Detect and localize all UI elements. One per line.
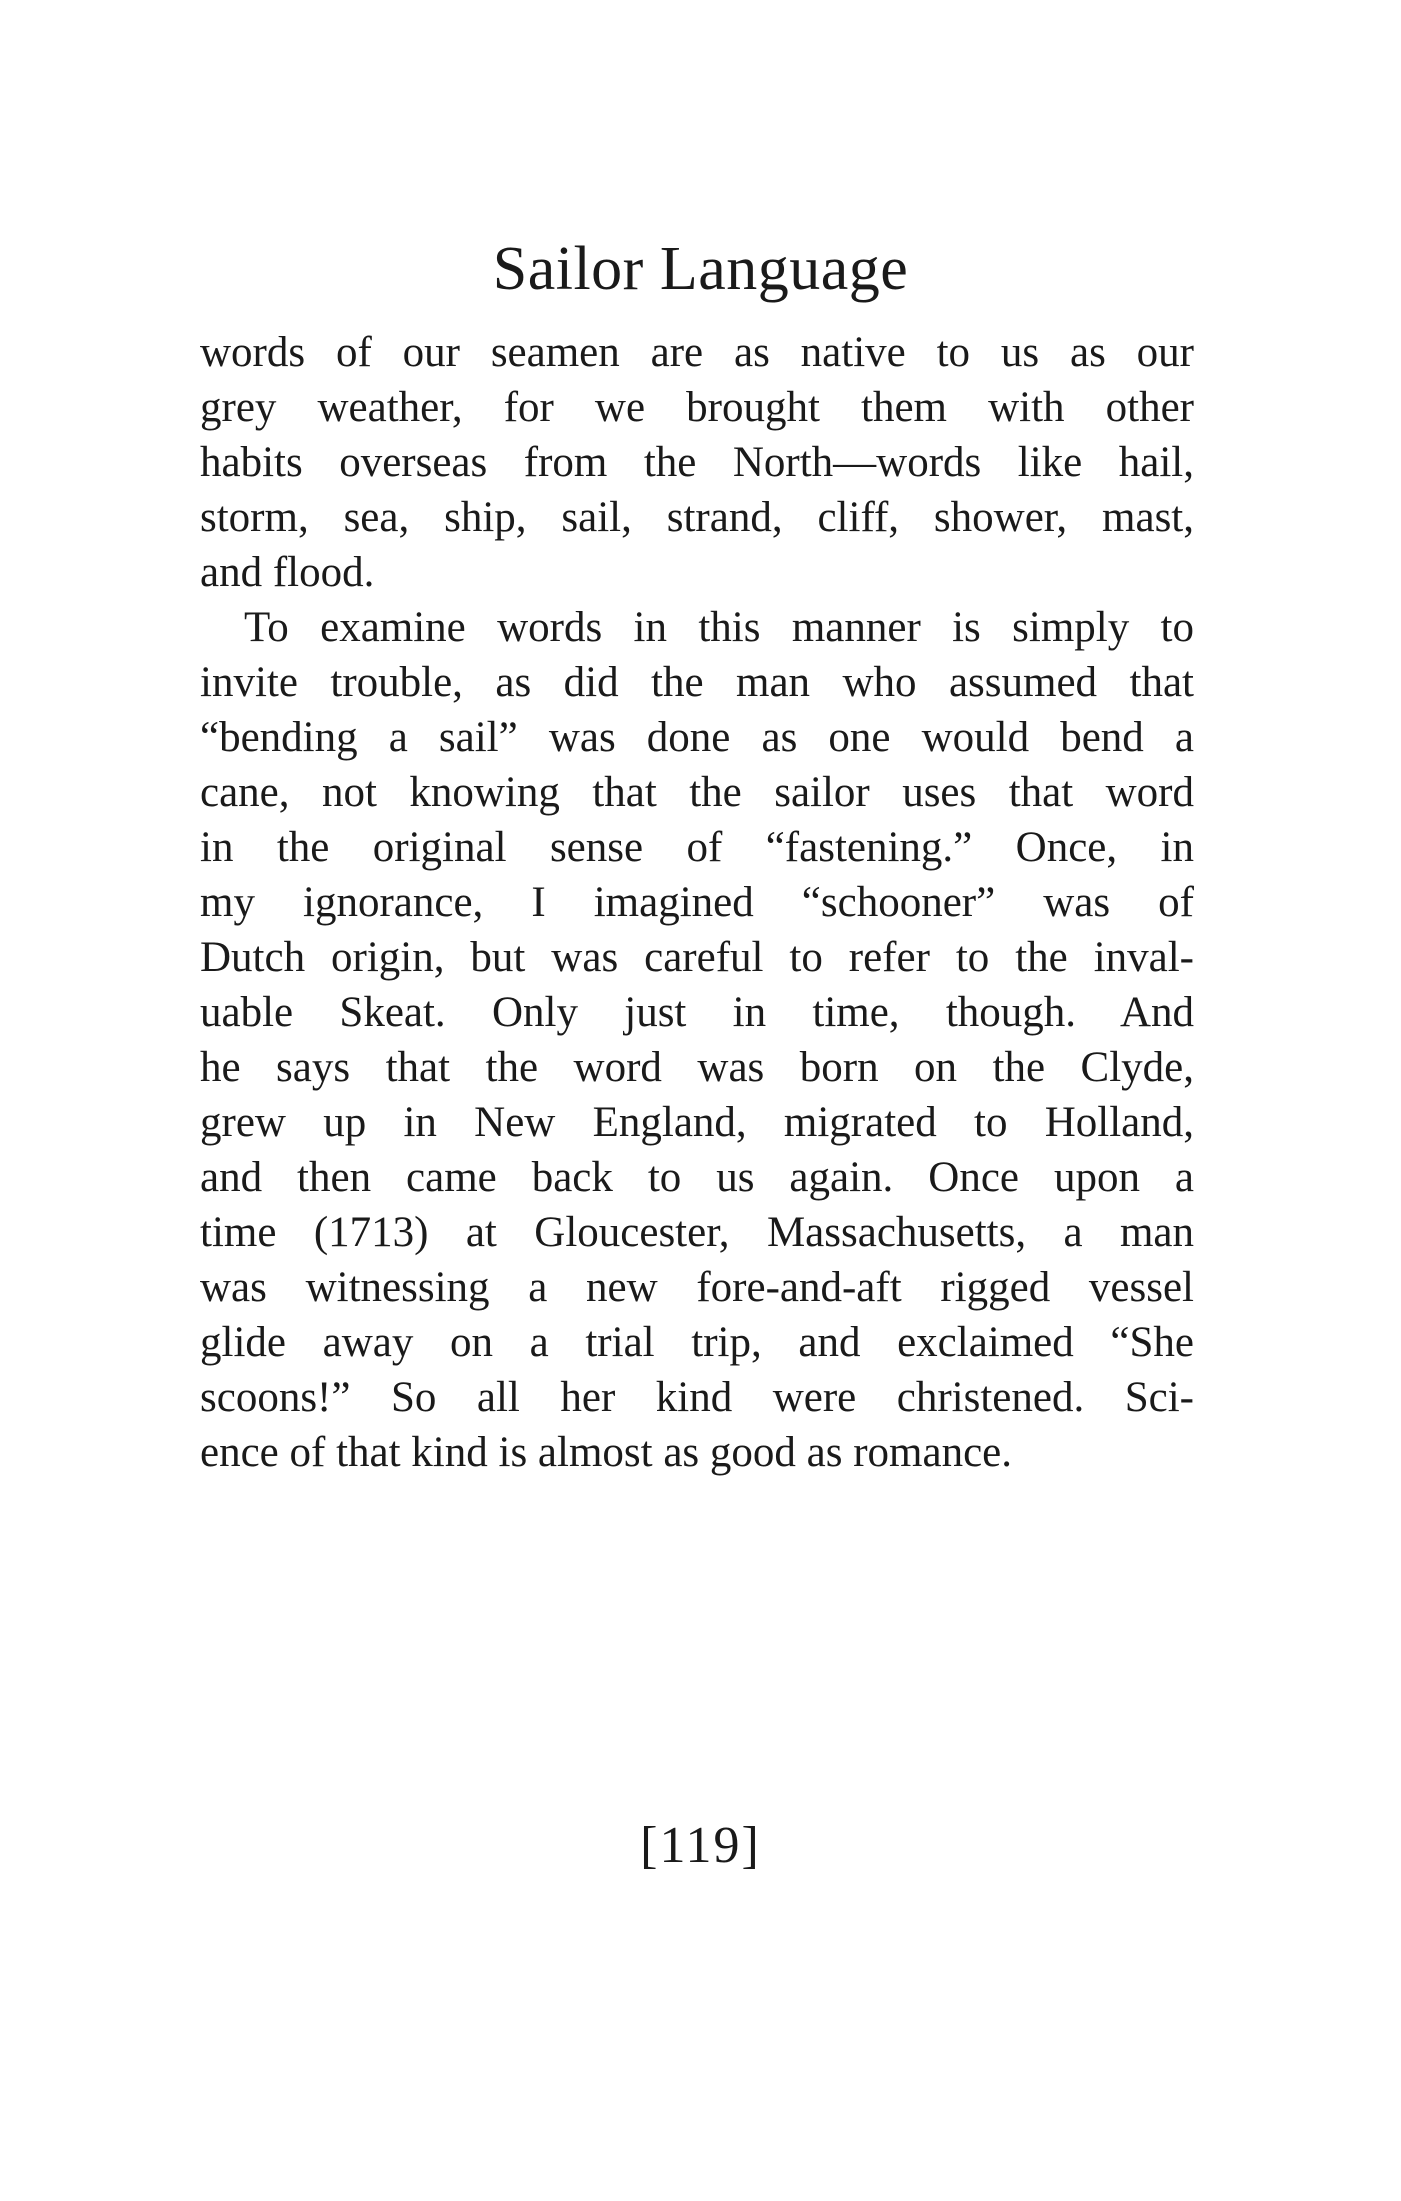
text-line: habits overseas from the North—words like hail, (200, 439, 1194, 486)
text-line: invite trouble, as did the man who assumed that (200, 659, 1194, 706)
text-line: and then came back to us again. Once upon a (200, 1154, 1194, 1201)
text-line: he says that the word was born on the Clyde, (200, 1044, 1194, 1091)
body-text (200, 325, 1194, 1480)
page-number: [119] (640, 1817, 761, 1874)
text-line: storm, sea, ship, sail, strand, cliff, shower, mast, (200, 494, 1194, 541)
paragraph-2 (200, 600, 1194, 1480)
text-line: ence of that kind is almost as good as romance. (200, 1429, 1013, 1476)
text-line: glide away on a trial trip, and exclaimed “She (200, 1319, 1194, 1366)
text-line: in the original sense of “fastening.” Once, in (200, 824, 1194, 871)
text-line: cane, not knowing that the sailor uses that word (200, 769, 1194, 816)
text-line: time (1713) at Gloucester, Massachusetts, a man (200, 1209, 1194, 1256)
text-line: and flood. (200, 549, 375, 596)
text-line: grey weather, for we brought them with other (200, 384, 1194, 431)
text-line: scoons!” So all her kind were christened. Sci- (200, 1374, 1194, 1421)
text-line: my ignorance, I imagined “schooner” was of (200, 879, 1194, 926)
text-line: uable Skeat. Only just in time, though. And (200, 989, 1194, 1036)
paragraph-1 (200, 325, 1194, 600)
text-line: was witnessing a new fore-and-aft rigged vessel (200, 1264, 1194, 1311)
running-head: Sailor Language (492, 235, 909, 303)
text-line: To examine words in this manner is simply to (244, 604, 1194, 651)
text-line: Dutch origin, but was careful to refer to the inval- (200, 934, 1194, 981)
text-line: grew up in New England, migrated to Holland, (200, 1099, 1194, 1146)
text-line: words of our seamen are as native to us as our (200, 329, 1194, 376)
text-line: “bending a sail” was done as one would bend a (200, 714, 1194, 761)
